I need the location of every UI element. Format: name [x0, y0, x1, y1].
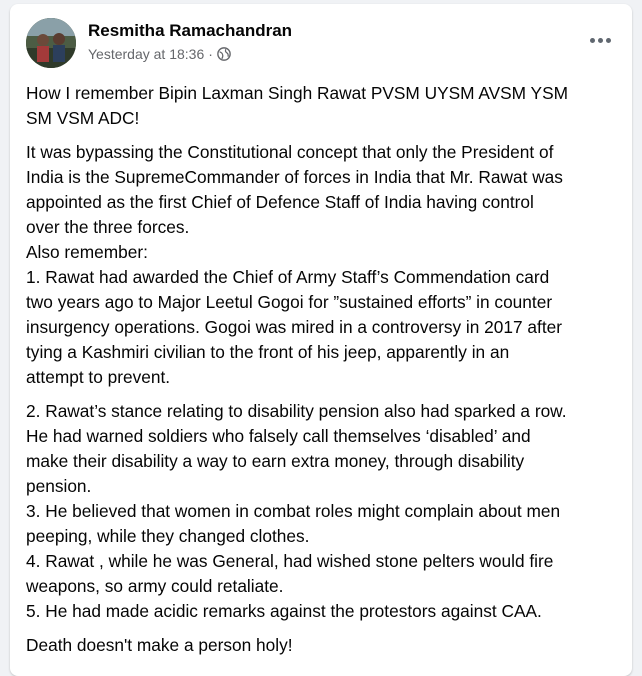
post-text-line: India is the SupremeCommander of forces in India that Mr. Rawat was	[26, 167, 563, 187]
post-text-line: insurgency operations. Gogoi was mired in a controversy in 2017 after	[26, 317, 562, 337]
post-text-line: attempt to prevent.	[26, 367, 171, 387]
post-text-line: make their disability a way to earn extra money, through disability	[26, 451, 525, 471]
post-header	[26, 18, 618, 68]
post-text-line: 4. Rawat , while he was General, had wished stone pelters would fire	[26, 551, 554, 571]
post-text-line: Death doesn't make a person holy!	[26, 635, 293, 655]
post-text-line: 3. He believed that women in combat roles might complain about men	[26, 501, 561, 521]
post-text-line: Also remember:	[26, 242, 148, 262]
more-dot	[590, 38, 595, 43]
post-paragraph	[26, 633, 626, 658]
post-paragraph	[26, 81, 626, 131]
post-timestamp[interactable]: Yesterday at 18:36	[88, 46, 205, 62]
avatar-image	[26, 18, 76, 68]
avatar[interactable]	[26, 18, 76, 68]
post-text-line: pension.	[26, 476, 92, 496]
more-dot	[606, 38, 611, 43]
post-meta	[88, 46, 231, 62]
meta-separator: ·	[208, 46, 213, 62]
post-text-line: He had warned soldiers who falsely call themselves ‘disabled’ and	[26, 426, 531, 446]
globe-icon[interactable]	[217, 47, 231, 61]
post-text-line: tying a Kashmiri civilian to the front of his jeep, apparently in an	[26, 342, 510, 362]
post-paragraph	[26, 399, 626, 624]
post-text-line: It was bypassing the Constitutional concept that only the President of	[26, 142, 554, 162]
post-text-line: 2. Rawat’s stance relating to disability pension also had sparked a row.	[26, 401, 567, 421]
post-text-line: How I remember Bipin Laxman Singh Rawat PVSM UYSM AVSM YSM	[26, 83, 568, 103]
post-text-line: over the three forces.	[26, 217, 190, 237]
post-text-line: SM VSM ADC!	[26, 108, 140, 128]
post-text	[26, 81, 626, 667]
post-paragraph	[26, 140, 626, 390]
post-card	[10, 4, 632, 676]
post-text-line: 5. He had made acidic remarks against the protestors against CAA.	[26, 601, 542, 621]
post-text-line: peeping, while they changed clothes.	[26, 526, 310, 546]
author-name[interactable]: Resmitha Ramachandran	[88, 21, 293, 40]
post-text-line: 1. Rawat had awarded the Chief of Army Staff’s Commendation card	[26, 267, 550, 287]
post-text-line: two years ago to Major Leetul Gogoi for ”sustained efforts” in counter	[26, 292, 553, 312]
post-text-line: weapons, so army could retaliate.	[26, 576, 284, 596]
more-dot	[598, 38, 603, 43]
more-options-icon[interactable]	[582, 26, 618, 54]
post-text-line: appointed as the first Chief of Defence Staff of India having control	[26, 192, 534, 212]
